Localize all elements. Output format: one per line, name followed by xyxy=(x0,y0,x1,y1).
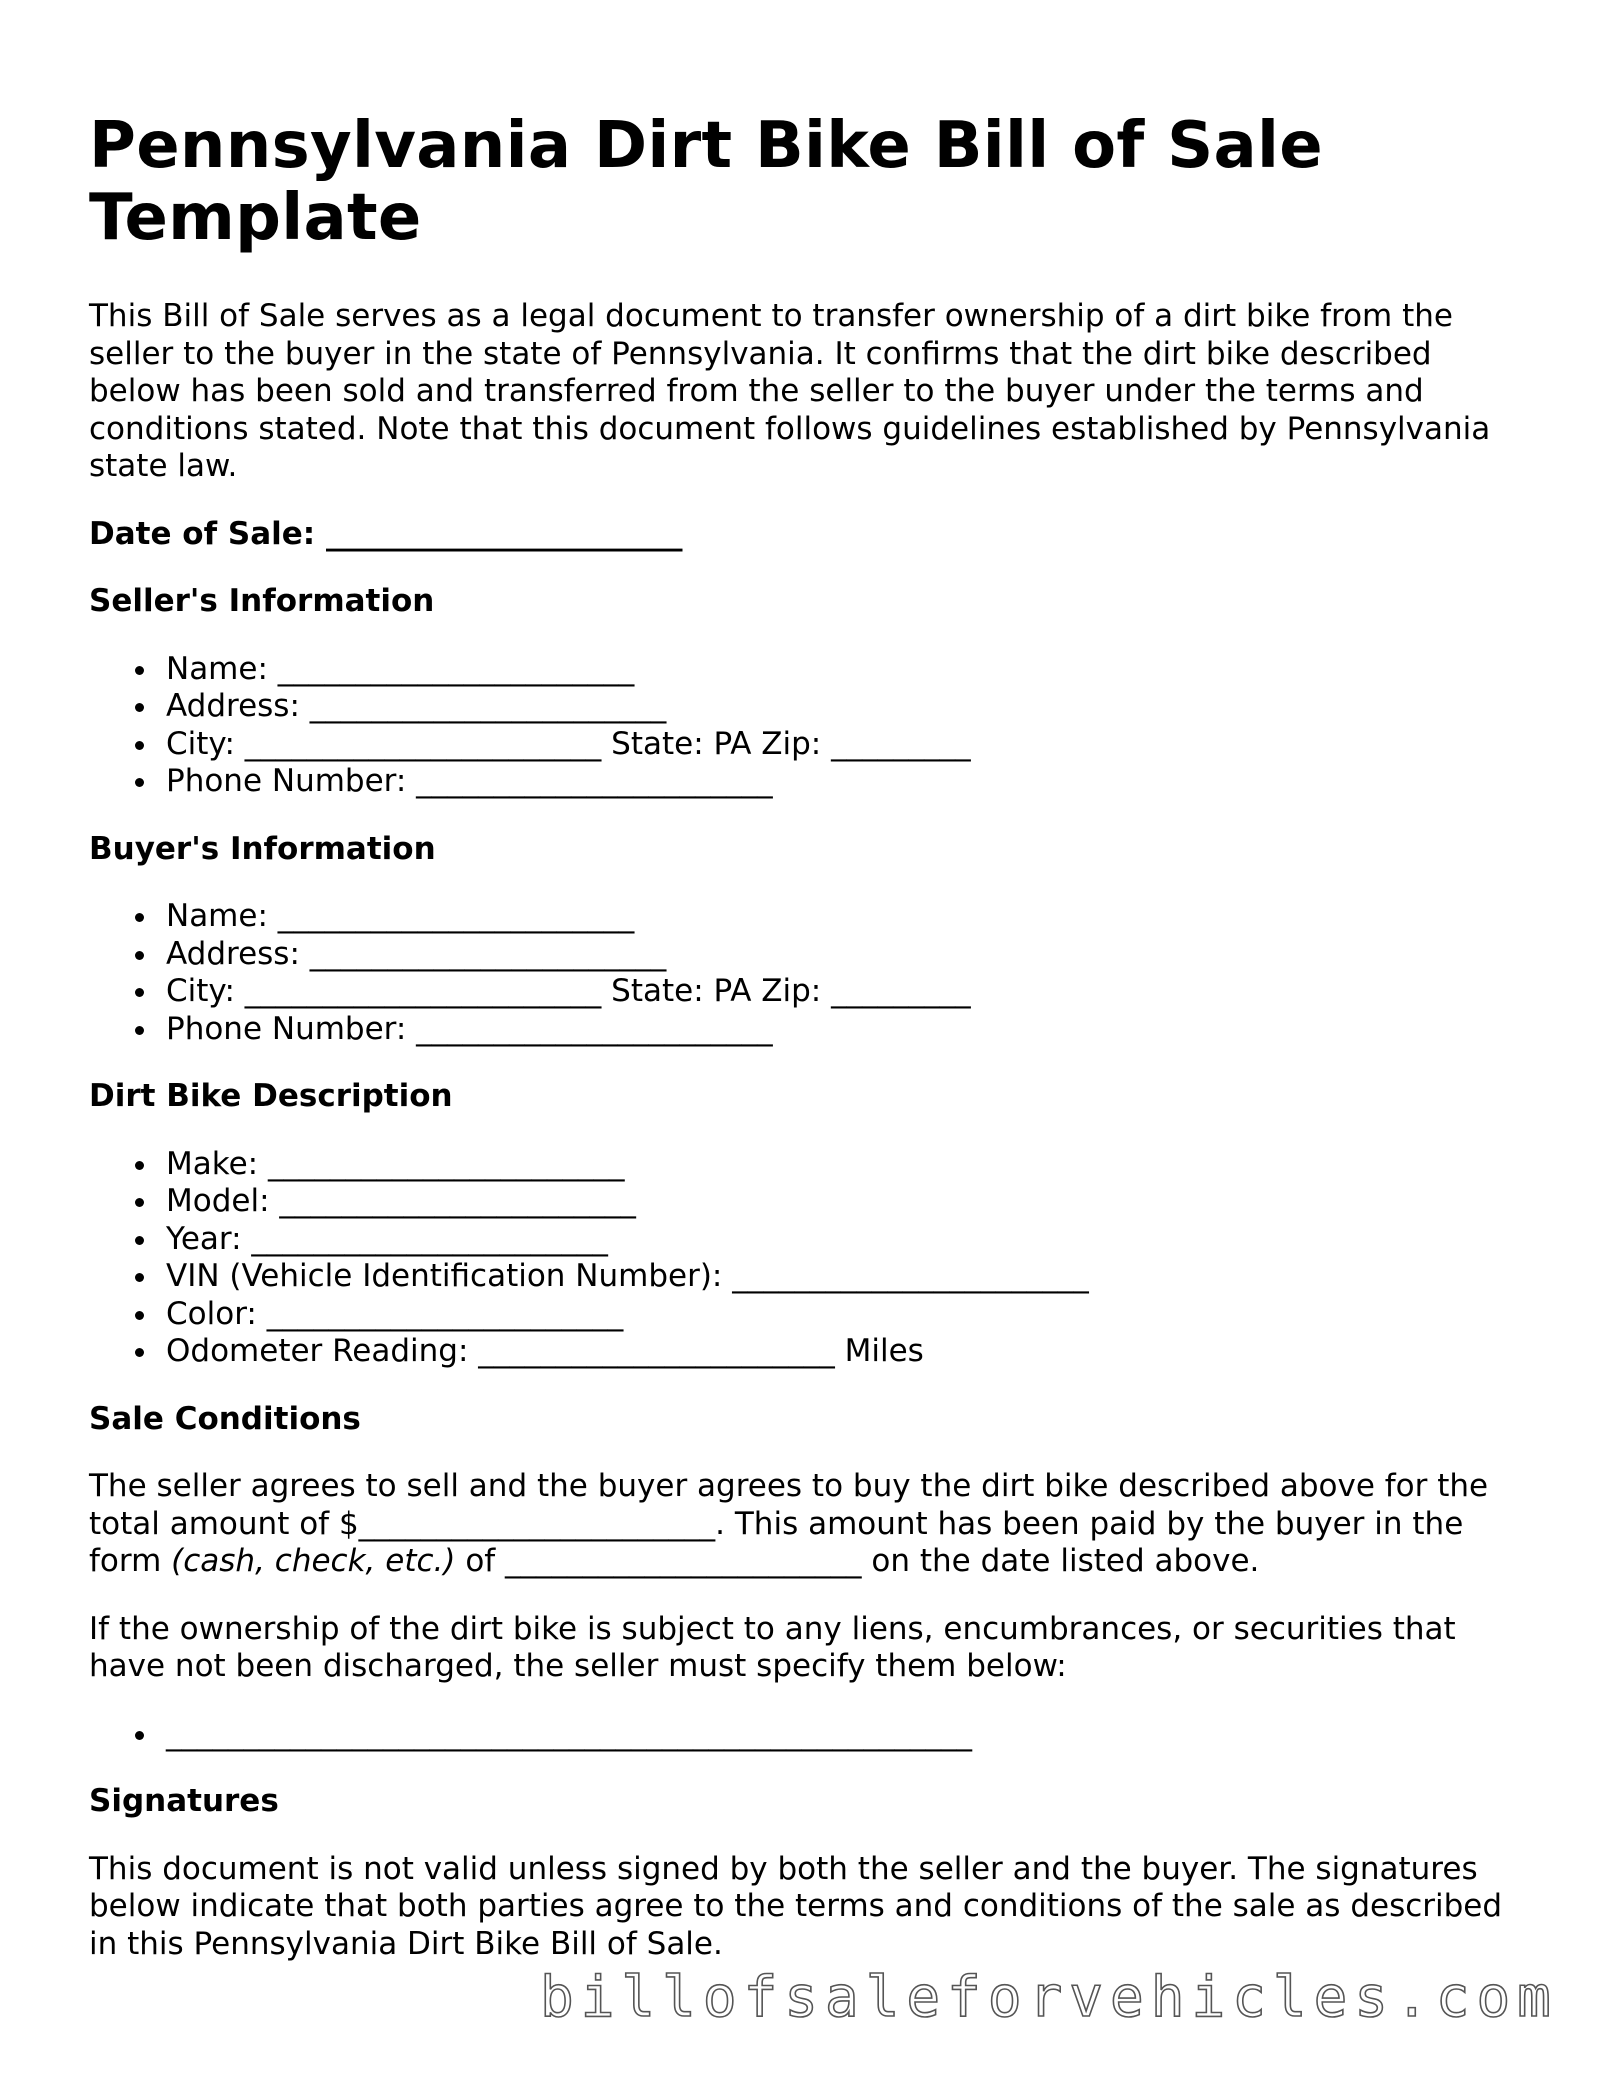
buyer-city-field: City: _______________________ State: PA Zip: _________ xyxy=(166,973,1529,1011)
signatures-paragraph: This document is not valid unless signed by both the seller and the buyer. The signatures below indicate that both parties agree to the terms and conditions of the sale as described in this Pennsylvania Dirt Bike Bill of Sale. xyxy=(89,1850,1503,1962)
buyer-info-list xyxy=(89,898,1529,1048)
bike-year-field: Year: _______________________ xyxy=(166,1221,1529,1259)
buyer-phone-field: Phone Number: _______________________ xyxy=(166,1011,1529,1049)
payment-form-hint: (cash, check, etc.) xyxy=(171,1543,456,1579)
seller-heading: Seller's Information xyxy=(89,583,435,619)
liens-list xyxy=(89,1716,1529,1754)
bike-odometer-field: Odometer Reading: _______________________ Miles xyxy=(166,1333,1529,1371)
liens-paragraph: If the ownership of the dirt bike is subject to any liens, encumbrances, or securities that have not been discharged, the seller must specify them below: xyxy=(89,1610,1456,1684)
seller-address-field: Address: _______________________ xyxy=(166,688,1529,726)
buyer-address-field: Address: _______________________ xyxy=(166,936,1529,974)
seller-info-list xyxy=(89,651,1529,801)
seller-phone-field: Phone Number: _______________________ xyxy=(166,763,1529,801)
payment-text-end: of _______________________ on the date listed above. xyxy=(455,1543,1260,1579)
seller-name-field: Name: _______________________ xyxy=(166,651,1529,689)
date-of-sale-field: Date of Sale: _______________________ xyxy=(89,515,683,552)
intro-paragraph: This Bill of Sale serves as a legal document to transfer ownership of a dirt bike from the seller to the buyer in the state of Pennsylvania. It confirms that the dirt bike described below has been sold and transferred from the seller to the buyer under the terms and conditions stated. Note that this document follows guidelines established by Pennsylvania state law. xyxy=(89,298,1491,484)
bike-make-field: Make: _______________________ xyxy=(166,1146,1529,1184)
payment-text-start: The seller agrees to sell and the buyer agrees to buy the dirt bike described above for the total amount of $_______________________. This amount has been paid by the buyer in the form xyxy=(89,1468,1489,1579)
payment-paragraph xyxy=(89,1468,1529,1581)
bike-description-heading: Dirt Bike Description xyxy=(89,1078,453,1114)
document-title: Pennsylvania Dirt Bike Bill of Sale Template xyxy=(89,109,1323,255)
liens-blank-field: ____________________________________________________ xyxy=(166,1716,1529,1754)
signatures-heading: Signatures xyxy=(89,1783,279,1819)
bike-model-field: Model: _______________________ xyxy=(166,1183,1529,1221)
watermark-text: billofsaleforvehicles.com xyxy=(540,1965,1558,2030)
buyer-name-field: Name: _______________________ xyxy=(166,898,1529,936)
sale-conditions-heading: Sale Conditions xyxy=(89,1400,361,1437)
bike-description-list xyxy=(89,1146,1529,1371)
bike-vin-field: VIN (Vehicle Identification Number): _______________________ xyxy=(166,1258,1529,1296)
buyer-heading: Buyer's Information xyxy=(89,830,436,867)
bike-color-field: Color: _______________________ xyxy=(166,1296,1529,1334)
document-page xyxy=(89,110,1529,1993)
seller-city-field: City: _______________________ State: PA Zip: _________ xyxy=(166,726,1529,764)
